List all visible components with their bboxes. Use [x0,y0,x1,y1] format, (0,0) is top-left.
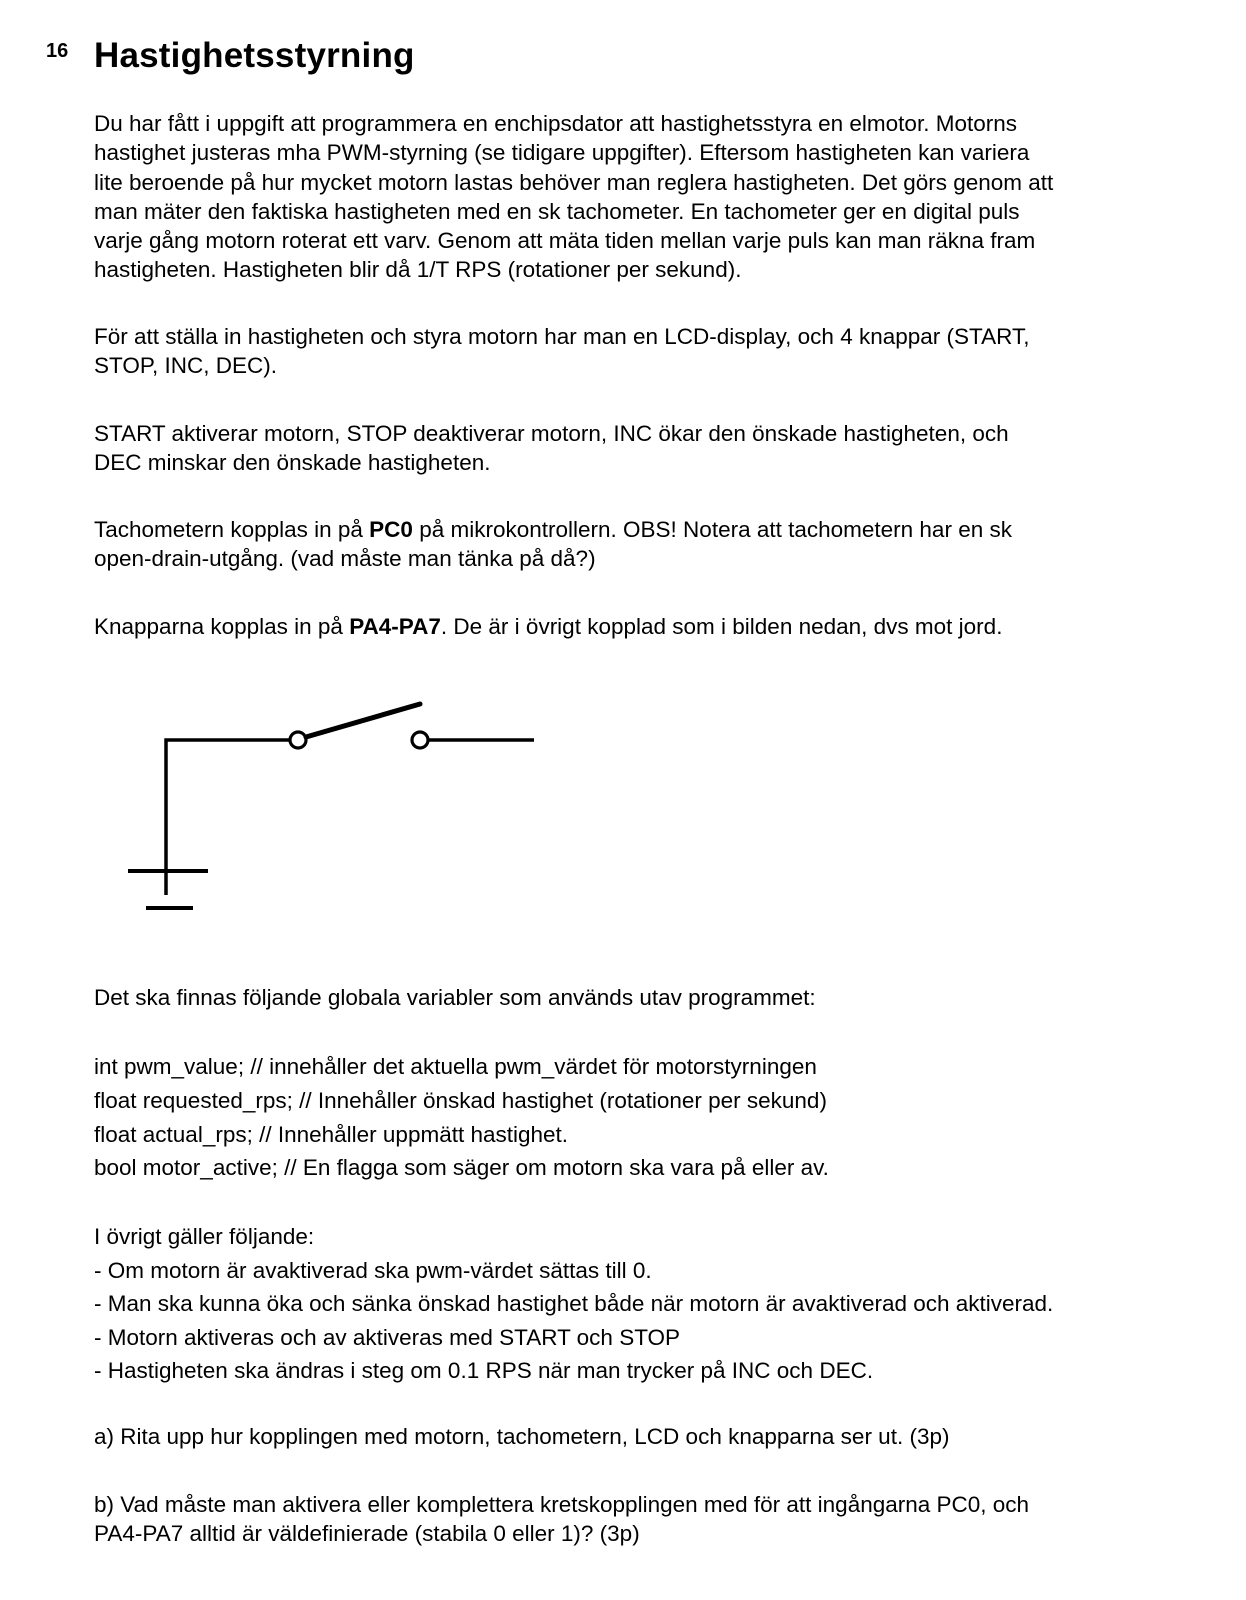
subquestion-b-line-1: b) Vad måste man aktivera eller komplettera kretskopplingen med för att ingångarna PC0, och [94,1492,1030,1517]
intro-line: Du har fått i uppgift att programmera en enchipsdator att hastighetsstyra en elmotor. Motorns [94,111,1017,136]
globals-intro [94,983,1154,1012]
controls-line: STOP, INC, DEC). [94,353,277,379]
rules-intro: I övrigt gäller följande: [94,1224,315,1249]
subquestion-b-line-2: PA4-PA7 alltid är väldefinierade (stabila 0 eller 1)? (3p) [94,1521,640,1547]
controls-paragraph [94,322,1154,381]
subquestion-b [94,1490,1154,1549]
keys-text-post: . De är i övrigt kopplad som i bilden nedan, dvs mot jord. [440,614,1003,639]
switch-contact-right [412,732,428,748]
intro-line: varje gång motorn roterat ett varv. Genom att mäta tiden mellan varje puls kan man räkna fram [94,228,1036,254]
intro-paragraph [94,109,1154,285]
keys-paragraph [94,612,1154,641]
global-variable: bool motor_active; // En flagga som säger om motorn ska vara på eller av. [94,1155,829,1181]
controls-line: För att ställa in hastigheten och styra motorn har man en LCD-display, och 4 knappar (START, [94,324,1030,349]
keys-line [94,612,1154,641]
tacho-text-post: på mikrokontrollern. OBS! Notera att tachometern har en sk [412,517,1012,542]
tachometer-line [94,515,1154,544]
subquestion-a [94,1422,1154,1451]
tacho-text-pre: Tachometern kopplas in på [94,517,370,542]
rules-list [94,1220,1053,1388]
global-variables-list [94,1050,829,1185]
switch-circuit-diagram [110,690,550,920]
subquestion-a-text: a) Rita upp hur kopplingen med motorn, tachometern, LCD och knapparna ser ut. (3p) [94,1424,950,1449]
buttons-paragraph [94,419,1154,478]
keys-text-pre: Knapparna kopplas in på [94,614,350,639]
tachometer-paragraph [94,515,1154,574]
rule-item: - Hastigheten ska ändras i steg om 0.1 RPS när man trycker på INC och DEC. [94,1358,874,1384]
question-title: Hastighetsstyrning [94,36,415,75]
switch-contact-left [290,732,306,748]
tachometer-line-2: open-drain-utgång. (vad måste man tänka på då?) [94,546,596,572]
buttons-line: START aktiverar motorn, STOP deaktiverar motorn, INC ökar den önskade hastigheten, och [94,421,1009,446]
tacho-pin: PC0 [369,517,413,542]
keys-pins: PA4-PA7 [349,614,441,639]
rule-item: - Motorn aktiveras och av aktiveras med START och STOP [94,1324,681,1350]
rule-item: - Man ska kunna öka och sänka önskad hastighet både när motorn är avaktiverad och aktiverad. [94,1291,1054,1317]
rule-item: - Om motorn är avaktiverad ska pwm-värdet sättas till 0. [94,1257,652,1283]
intro-line: hastigheten. Hastigheten blir då 1/T RPS (rotationer per sekund). [94,257,742,283]
global-variable: float requested_rps; // Innehåller önskad hastighet (rotationer per sekund) [94,1087,827,1113]
switch-lever [306,704,420,737]
global-variable: float actual_rps; // Innehåller uppmätt hastighet. [94,1121,569,1147]
buttons-line: DEC minskar den önskade hastigheten. [94,450,491,476]
global-variable: int pwm_value; // innehåller det aktuella pwm_värdet för motorstyrningen [94,1054,817,1079]
intro-line: lite beroende på hur mycket motorn lastas behöver man reglera hastigheten. Det görs genom att [94,169,1054,195]
intro-line: hastighet justeras mha PWM-styrning (se tidigare uppgifter). Eftersom hastigheten kan variera [94,140,1030,166]
intro-line: man mäter den faktiska hastigheten med en sk tachometer. En tachometer ger en digital puls [94,198,1020,224]
globals-intro-line: Det ska finnas följande globala variabler som används utav programmet: [94,985,816,1010]
question-number: 16 [46,40,69,62]
